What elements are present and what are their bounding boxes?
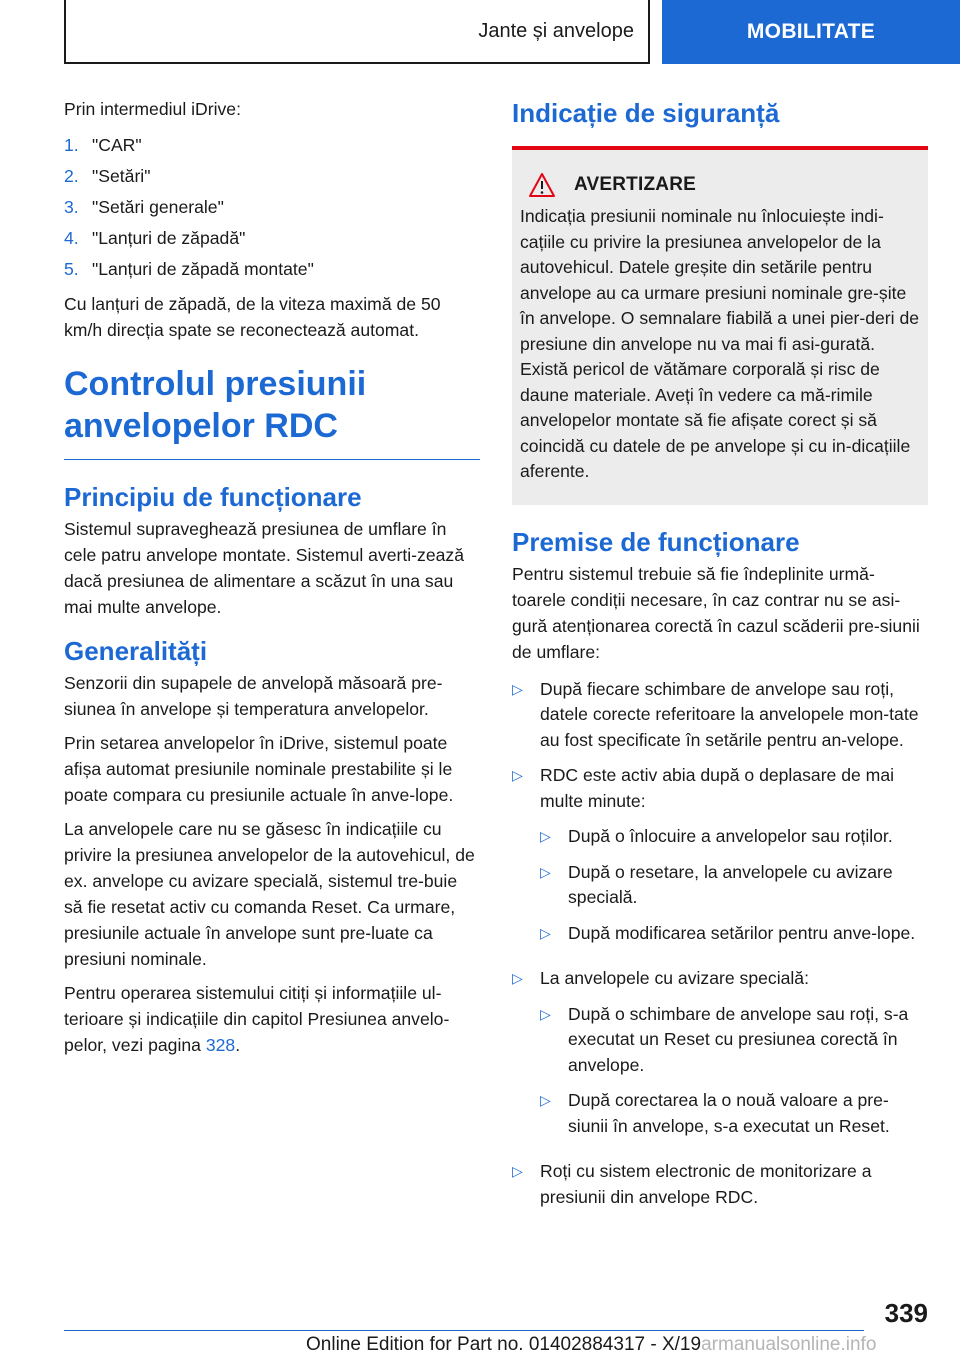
step-item: [64, 161, 480, 192]
sub-list-item: [540, 1002, 928, 1079]
warning-text: Indicația presiunii nominale nu înlocuiește indi-cațiile cu privire la presiunea anvelopelor de la autovehicul. Datele greșite din setările pentru anvelope au ca urmare presiuni nominale gre-șite în anvelope. O semnalare fiabilă a unei pier-deri de presiune din anvelope nu va mai fi asi-gurată. Există pericol de vătămare corporală și risc de daune materiale. Aveți în vedere ca mă-rimile anvelopelor montate să fie afișate corect și să coincidă cu datele de pe anvelope și cu in-dicațiile aferente.: [520, 206, 920, 481]
step-text: "Setări": [92, 166, 151, 186]
header-section-title: [64, 0, 650, 64]
sub-list: [540, 1002, 928, 1140]
list-item-body: [540, 763, 928, 956]
bullet-icon: ▷: [512, 1163, 523, 1179]
sub-item-text: După corectarea la o nouă valoare a pre-siunii în anvelope, s-a executat un Reset.: [568, 1090, 890, 1136]
step-text: "Lanțuri de zăpadă": [92, 228, 246, 248]
step-number: 2.: [64, 166, 79, 186]
step-text: "CAR": [92, 135, 142, 155]
paragraph-end: .: [235, 1035, 241, 1055]
general-paragraph-2: Prin setarea anvelopelor în iDrive, sistemul poate afișa automat presiunile nominale prestabilite și le poate compara cu presiunile actuale în anve-lope.: [64, 733, 454, 805]
list-item-text: RDC este activ abia după o deplasare de mai multe minute:: [540, 765, 895, 811]
general-paragraph-3: La anvelopele care nu se găsesc în indicațiile cu privire la presiunea anvelopelor de la autovehicul, de ex. anvelope cu avizare specială, sistemul tre-buie să fie resetat activ cu comanda Reset. Ca urmare, presiunile actuale în anvelope sunt pre-luate ca presiuni nominale.: [64, 819, 475, 969]
bullet-icon: ▷: [540, 863, 551, 880]
chapter-tab-text: MOBILITATE: [746, 20, 876, 43]
step-text: "Setări generale": [92, 197, 224, 217]
warning-box: [512, 146, 928, 505]
general-paragraph-1: Senzorii din supapele de anvelopă măsoară pre-siunea în anvelope și temperatura anvelopelor.: [64, 673, 443, 719]
sub-item-text: După o schimbare de anvelope sau roți, s-a executat un Reset cu presiunea corectă în anvelope.: [568, 1003, 909, 1075]
footer-edition: [306, 1334, 876, 1356]
chapter-heading: Controlul presiunii anvelopelor RDC: [64, 363, 480, 460]
sub-list-item: [540, 860, 928, 911]
warning-header: [520, 172, 920, 198]
bullet-icon: ▷: [540, 924, 551, 941]
list-item: [512, 966, 928, 1149]
sub-list-item: [540, 921, 928, 947]
edition-text: Online Edition for Part no. 01402884317 - X/19: [306, 1334, 702, 1355]
step-number: 3.: [64, 197, 79, 217]
premise-text: Pentru sistemul trebuie să fie îndeplinite urmă-toarele condiții necesare, în caz contrar nu se asi-gură atenționarea corectă în cazul scăderii pre-siunii de umflare:: [512, 563, 920, 662]
header-chapter-tab: [662, 0, 960, 64]
site-watermark: armanualsonline.info: [701, 1334, 877, 1355]
sub-list: [540, 824, 928, 946]
sub-list-item: [540, 1088, 928, 1139]
section-title-text: Jante și anvelope: [478, 19, 634, 42]
step-number: 5.: [64, 259, 79, 279]
principle-text: Sistemul supraveghează presiunea de umflare în cele patru anvelope montate. Sistemul averti-zează dacă presiunea de alimentare a scăzut în una sau mai multe anvelope.: [64, 519, 464, 617]
step-number: 1.: [64, 135, 79, 155]
bullet-icon: ▷: [540, 1005, 551, 1022]
conditions-list: [512, 677, 928, 1211]
footer-divider: [64, 1330, 864, 1331]
safety-heading: Indicație de siguranță: [512, 98, 780, 128]
step-number: 4.: [64, 228, 79, 248]
step-item: [64, 192, 480, 223]
list-item-body: [540, 966, 928, 1149]
list-item-text: După fiecare schimbare de anvelope sau roți, datele corecte referitoare la anvelopele mon-tate au fost specificate în setările pentru an-velope.: [540, 678, 919, 750]
sub-item-text: După o înlocuire a anvelopelor sau roților.: [568, 826, 893, 846]
bullet-icon: ▷: [512, 680, 523, 697]
principle-heading: Principiu de funcționare: [64, 482, 362, 512]
right-column: [512, 96, 928, 1220]
sub-item-text: După modificarea setărilor pentru anve-lope.: [568, 922, 916, 943]
general-paragraph-4: [64, 980, 480, 1058]
step-text: "Lanțuri de zăpadă montate": [92, 259, 314, 279]
sub-item-text: După o resetare, la anvelopele cu avizare specială.: [568, 861, 893, 907]
bullet-icon: ▷: [540, 828, 551, 844]
step-item: [64, 254, 480, 285]
page-link[interactable]: 328: [205, 1035, 236, 1055]
bullet-icon: ▷: [512, 767, 523, 783]
list-item: [512, 677, 928, 754]
warning-triangle-icon: [528, 172, 556, 198]
left-column: [64, 96, 480, 1066]
step-item: [64, 130, 480, 161]
intro-text: Prin intermediul iDrive:: [64, 99, 241, 119]
list-item-text: La anvelopele cu avizare specială:: [540, 968, 809, 988]
list-item: [512, 763, 928, 956]
premise-heading: Premise de funcționare: [512, 526, 800, 557]
page-number: 339: [884, 1298, 928, 1328]
warning-label: AVERTIZARE: [574, 174, 696, 195]
snow-chains-note: Cu lanțuri de zăpadă, de la viteza maximă de 50 km/h direcția spate se reconectează automat.: [64, 294, 441, 340]
general-heading: Generalități: [64, 636, 208, 666]
bullet-icon: ▷: [540, 1092, 551, 1108]
bullet-icon: ▷: [512, 970, 523, 986]
step-item: [64, 223, 480, 254]
list-item: [512, 1159, 928, 1210]
paragraph-text: Pentru operarea sistemului citiți și informațiile ul-terioare și indicațiile din capitol Presiunea anvelo-pelor, vezi pagina: [64, 983, 450, 1055]
list-item-text: Roți cu sistem electronic de monitorizare a presiunii din anvelope RDC.: [540, 1161, 872, 1207]
idrive-steps: [64, 130, 480, 285]
sub-list-item: [540, 824, 928, 850]
